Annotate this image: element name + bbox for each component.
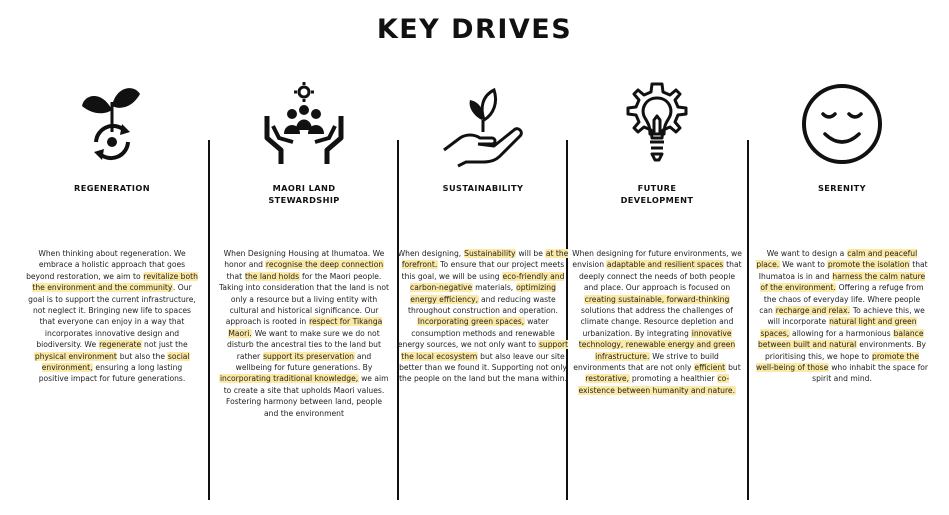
body-text-segment: but also leave our site better than we found it. Supporting not only the people on the land but the mana within. [399, 351, 567, 384]
body-text-segment: To achieve this, we will incorporate [767, 306, 925, 327]
body-text-segment: promoting a healthier [629, 374, 717, 384]
body-text-segment: When thinking about regeneration. We embrace a holistic approach that goes beyond restoration, we aim to [26, 249, 186, 281]
column-heading: MAORI LAND STEWARDSHIP [268, 183, 340, 205]
highlighted-text: Incorporating green spaces, [417, 317, 525, 327]
body-text-segment: We strive to build environments that are not only [573, 351, 719, 373]
body-text-segment: for the Maori people. Taking into consideration that the land is not only a resource but a living entity with cultural and historical significance. Our approach is rooted in [219, 271, 389, 327]
highlighted-text: social environment, [41, 351, 190, 373]
lightbulb-gear-icon [567, 80, 747, 172]
community-people-icon [214, 80, 394, 172]
highlighted-text: support its preservation [263, 351, 354, 361]
highlighted-text: adaptable and resilient spaces [606, 260, 724, 270]
column-heading: FUTURE DEVELOPMENT [620, 183, 694, 205]
body-text-segment: and wellbeing for future generations. By [235, 351, 373, 373]
body-text-segment: and reducing waste throughout construction and operation. [408, 294, 558, 316]
body-text-segment: We want to make sure we do not disturb the ancestral ties to the land but rather [227, 328, 381, 361]
highlighted-text: balance between built and natural [757, 328, 924, 350]
page-title: KEY DRIVES [376, 14, 573, 45]
highlighted-text: respect for Tikanga Maori. [228, 317, 383, 338]
body-text-segment: materials, [472, 283, 516, 293]
body-text-segment: that [226, 271, 245, 281]
highlighted-text: incorporating traditional knowledge, [219, 374, 359, 384]
body-text-segment: that Ihumatoa is in and [758, 260, 928, 281]
highlighted-text: revitalize both the environment and the community [32, 271, 198, 293]
highlighted-text: promote the well-being of those [756, 351, 919, 373]
highlighted-text: creating sustainable, forward-thinking [584, 294, 730, 304]
highlighted-text: efficient [694, 363, 726, 373]
column-body [756, 248, 928, 385]
body-text-segment: allowing for a harmonious [789, 328, 894, 338]
highlighted-text: restorative, [585, 374, 629, 384]
highlighted-text: optimizing energy efficiency, [410, 283, 556, 304]
body-text-segment: To ensure that our project meets this goal, we will be using [401, 260, 565, 281]
highlighted-text: at the forefront. [401, 249, 569, 270]
smiley-face-icon [752, 80, 932, 172]
body-text-segment: but also the [117, 351, 168, 361]
highlighted-text: natural light and green spaces, [760, 317, 917, 338]
body-text-segment: . Our goal is to support the current infrastructure, not neglect it. Bringing new life to spaces that everyone can enjoy in a way that incorporates innovative design and biodiversity. We [28, 283, 196, 350]
body-text-segment: Offering a refuge from the chaos of everyday life. Where people can [759, 283, 924, 316]
highlighted-text: regenerate [99, 340, 142, 350]
column-divider [747, 140, 749, 500]
body-text-segment: that deeply connect the needs of both people and place. Our approach is focused on [578, 260, 742, 293]
body-text-segment: but [725, 363, 741, 373]
body-text-segment: water consumption methods and renewable energy sources, we not only want to [397, 317, 555, 350]
body-text-segment: When designing, [397, 249, 464, 258]
highlighted-text: promote the isolation [827, 260, 910, 270]
column-divider [208, 140, 210, 500]
column-heading: REGENERATION [74, 183, 150, 193]
column-heading: SERENITY [818, 183, 866, 193]
body-text-segment: solutions that address the challenges of climate change. Resource depletion and urbanization. By integrating [580, 306, 734, 338]
body-text-segment: not just the [141, 340, 188, 350]
body-text-segment: When Designing Housing at Ihumatoa. We honor and [223, 249, 385, 270]
body-text-segment: We want to [779, 260, 828, 270]
seedling-recycle-icon [22, 80, 202, 172]
body-text-segment: When designing for future environments, we envision [572, 249, 742, 270]
highlighted-text: recognise the deep connection [265, 260, 384, 270]
highlighted-text: support the local ecosystem [401, 340, 569, 361]
highlighted-text: eco-friendly and carbon-negative [410, 271, 565, 293]
highlighted-text: physical environment [34, 351, 117, 361]
body-text-segment: will be [516, 249, 546, 258]
highlighted-text: co-existence between humanity and nature. [578, 374, 736, 395]
highlighted-text: innovative technology, renewable energy and green infrastructure. [578, 328, 736, 361]
column-body [26, 248, 198, 385]
highlighted-text: recharge and relax. [775, 306, 850, 316]
hand-plant-icon [393, 80, 573, 172]
highlighted-text: the land holds [245, 271, 300, 281]
highlighted-text: harness the calm nature of the environment. [760, 271, 926, 293]
highlighted-text: Sustainability [464, 249, 516, 258]
highlighted-text: calm and peaceful place. [756, 249, 918, 270]
body-text-segment: environments. By prioritising this, we hope to [764, 340, 927, 361]
body-text-segment: we aim to create a site that upholds Maori values. Fostering harmony between land, people and the environment [223, 374, 389, 418]
body-text-segment: We want to design a [766, 249, 847, 258]
column-body [218, 248, 390, 419]
column-body [571, 248, 743, 396]
body-text-segment: who inhabit the space for spirit and mind. [812, 363, 929, 384]
body-text-segment: ensuring a long lasting positive impact for future generations. [38, 363, 186, 384]
column-heading: SUSTAINABILITY [442, 183, 524, 193]
column-body [397, 248, 569, 385]
